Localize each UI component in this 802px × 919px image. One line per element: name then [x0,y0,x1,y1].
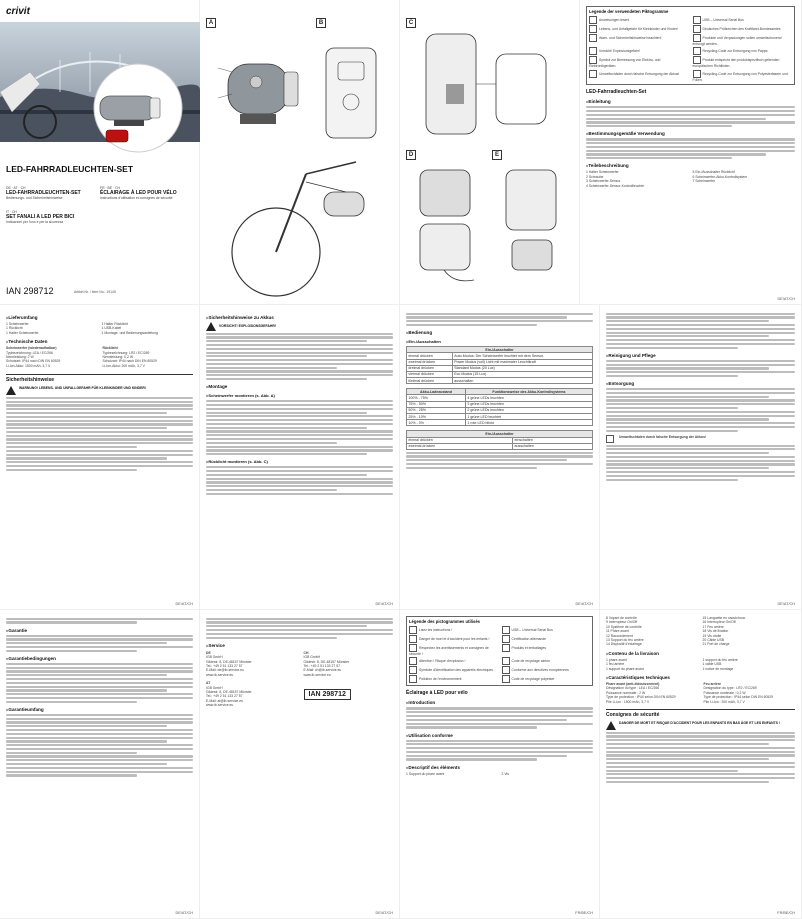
section-title-de: LED-Fahrradleuchten-Set [586,89,647,96]
page-mounting-de [200,305,400,610]
table-row: 75% - 50% 3 grüne LEDs leuchten [407,401,593,407]
text-block [606,732,795,783]
subtitle-de: Bedienungs- und Sicherheitshinweise [6,196,63,201]
weee-icon [409,666,417,674]
ce-icon [693,56,701,64]
page-tech-de [0,305,200,610]
tech-row: Nennleistung: 2 W [6,355,34,360]
polyester-icon [693,70,701,78]
cardboard-icon [502,657,510,665]
figure-d-charging [406,160,486,290]
polyester-icon [502,675,510,683]
legend-item: Lisez les instructions ! [409,626,498,634]
part-item: 20 Câble USB [702,638,724,643]
explosion-icon [409,657,417,665]
page-disposal-de [600,305,802,610]
warning-icon [589,34,597,42]
scope-item: 1 support du feu arrière [702,657,738,662]
text-block [6,663,193,703]
cardboard-icon [693,47,701,55]
heading-use-de: ■ Bestimmungsgemäße Verwendung [586,131,795,136]
table-row: 50% - 25% 2 grüne LEDs leuchten [407,407,593,413]
heading-scope-de: ■ Lieferumfang [6,315,193,320]
ce-icon [502,666,510,674]
heading-mount-rear: ■ Rücklicht montieren (s. Abb. C) [206,459,393,464]
explosion-icon [589,47,597,55]
tech-row: Schutzart: IP44 nach DIN EN 60529 [6,359,61,364]
legend-box-fr [406,616,593,686]
tech-row: Li-Ion-Akku: 200 mAh, 3,7 V [102,363,145,368]
heading-parts-fr: ■ Descriptif des éléments [406,765,593,770]
scope-item: 1 USB-Kabel [101,326,122,331]
table-head: Ein-/Ausschalter [407,347,593,353]
part-item: 21 Port de charge [702,642,730,647]
heading-safety-fr: Consignes de sécurité [606,712,660,719]
title-de: LED-FAHRRADLEUCHTEN-SET [6,190,81,197]
text-block [206,466,393,495]
part-item: 12 Raccordement [606,633,633,638]
text-block [6,397,193,471]
part-item: 17 Feu arrière [702,624,724,629]
legend-item: Warn- und Sicherheitshinweise beachten! [589,34,689,46]
heading-intro-de: ■ Einleitung [586,99,795,104]
lang-codes-it: IT · CH [6,210,17,214]
page-footer: DE/AT/CH [777,297,795,301]
tech-row: Puissance nominale : 0,2 W [703,690,746,695]
table-row: zweimal drücken Power Modus (voll) Licht mit maximaler Leuchtkraft [407,359,593,365]
child-warning-icon [589,25,597,33]
part-item: 15 Languette en caoutchouc [702,616,746,620]
explosion-warning: VORSICHT! EXPLOSIONSGEFAHR! [219,324,276,329]
legend-item: Conforme aux directives européennes [502,666,591,674]
heading-mount-front: ■ Scheinwerfer montieren (s. Abb. A) [206,393,393,398]
legend-item: Attention ! Risque d'explosion ! [409,657,498,665]
legend-item: Symbole d'identification des appareils électriques [409,666,498,674]
legend-item: Produkt entspricht den produktspezifisch geltenden europäischen Richtlinien. [692,58,780,69]
legend-item: Vorsicht! Explosionsgefahr! [589,47,689,55]
tech-row: Désignation du type : LEA / EC/266 [606,686,660,691]
tech-row: Li-Ion-Akku: 1500 mAh, 3,7 V [6,363,51,368]
service-de: DE IGB GmbH Gildestr. 8, DE-48157 Münster Tel.: +49 2 51 133 27 57 E-Mail: de@ib-service.eu www.ib-service.eu [206,650,252,677]
legend-box-de [586,6,795,85]
title-it: SET FANALI A LED PER BICI [6,214,75,221]
env-warning: Umweltschäden durch falsche Entsorgung der Akkus! [619,434,707,439]
heading-clean: ■ Reinigung und Pflege [606,353,795,358]
tech-row: Type de protection : IP44 selon DIN EN 60529 [703,695,774,700]
part-item: 18 Vis de fixation [702,629,729,634]
figure-a-bike-front [206,152,396,302]
heading-disposal: ■ Entsorgung [606,381,795,386]
danger-text: DANGER DE MORT ET RISQUE D'ACCIDENT POUR LES ENFANTS EN BAS ÂGE ET LES ENFANTS ! [619,721,780,726]
heading-mount: ■ Montage [206,384,393,389]
battery-disposal-icon [606,435,614,443]
page-warranty-de [0,610,200,919]
page-footer: DE/AT/CH [575,602,593,606]
part-item: 4 Scheinwerfer-Sensor-Kontrollleuchte [586,183,645,188]
child-warning-icon [409,635,417,643]
text-block [6,618,193,624]
legend-item: Produits et emballages [502,644,591,656]
tech-row: Désignation du type : LR2 / EC/269 [703,686,757,691]
legend-item: Deutsches Prüfzeichen des Kraftfahrt-Bundesamtes [693,25,793,33]
page-service [200,610,400,919]
table-row: einmal drücken Auto-Modus: Der Scheinwerfer leuchtet mit dem Sensor. [407,353,593,359]
part-item: 8 Voyant de contrôle [606,616,637,620]
page-footer: DE/AT/CH [777,602,795,606]
heading-warranty: ■ Garantie [6,628,193,633]
part-item: 10 Système de contrôle [606,624,642,629]
warning-triangle-icon [606,721,616,730]
figure-a-headlight [206,28,396,158]
title-fr: ÉCLAIRAGE À LED POUR VÉLO [100,190,177,197]
table-row: 25% - 10% 1 grüne LED leuchtet [407,414,593,420]
scope-item: 1 Montage- und Bedienungsanleitung [101,330,158,335]
part-item: 7 Scheinwerfer [692,179,716,184]
figure-label-a: A [206,18,216,28]
table-row: 10% - 0% 1 rote LED blinkt [407,420,593,426]
lang-codes-fr: FR · BE · CH [100,186,120,190]
part-item: 2 Vis [501,771,509,776]
heading-scope-warranty: ■ Garantieumfang [6,707,193,712]
text-block [206,333,393,381]
warning-triangle-icon [6,386,16,395]
legend-item: Code de recyclage polyester [502,675,591,683]
heading-tech-de: ■ Technische Daten [6,339,193,344]
heading-use-fr: ■ Utilisation conforme [406,733,593,738]
table-row: fünfmal drücken ausschalten [407,378,593,384]
subtitle-it: Indicazioni per l'uso e per la sicurezza [6,220,64,225]
page-cover [0,0,200,305]
text-block [586,138,795,159]
warning-icon [409,644,417,652]
weee-icon [589,56,597,64]
lang-codes-de: DE · AT · CH [6,186,26,190]
legend-item: Code de recyclage carton [502,657,591,665]
legend-item: Recycling-Code zur Entsorgung von Pappe. [693,47,793,55]
scope-item: 1 Scheinwerfer [6,322,29,326]
heading-scope-fr: ■ Contenu de la livraison [606,651,795,656]
text-block [6,635,193,652]
tech-row: Typbezeichnung: LR2 / EC/269 [102,350,150,355]
part-item: 1 Support du phare avant [406,771,445,776]
text-block [206,618,393,639]
page-footer: DE/AT/CH [175,602,193,606]
heading-conditions: ■ Garantiebedingungen [6,656,193,661]
part-item: 3 Scheinwerfer-Sensor [586,179,621,184]
legend-item: USB – Universal Serial Bus [502,626,591,634]
recycle-icon [502,644,510,652]
tech-row: Nennleistung: 0,2 W [102,355,134,360]
text-block [6,714,193,777]
page-footer: DE/AT/CH [375,602,393,606]
tech-row: Pile Li-Ion : 200 mAh, 3,7 V [703,699,745,704]
brand-logo: crivit [6,6,30,17]
legend-item: Anweisungen lesen! [589,16,689,24]
table-battery-status: Akku-Ladezustand Funktionsweise des Akku-Kontrollsystems 100% - 75% 4 grüne LEDs leuchten 75% - 50% 3 grüne LEDs leuchten 50% - 25% 2 grüne LEDs leuchten 25% - 10% 1 grüne LED leuchtet 10% - 0% 1 rote LED blinkt [406,388,593,426]
page-tech-fr [600,610,802,919]
table-switch-rear: Ein-/Ausschalter einmal drücken einschalten zweimal drücken ausschalten [406,430,593,450]
tech-row: Typbezeichnung: LEA / EC/266 [6,350,53,355]
legend-title: Legende der verwendeten Piktogramme [589,9,669,14]
table-row: dreimal drücken Standard Modus (20 Lux) [407,365,593,371]
scope-item: 1 phare avant [606,657,627,662]
service-ch: CH IGB GmbH Gildestr. 8, DE-48157 Münster Tel.: +49 2 51 133 27 57 E-Mail: ch@ib-service.eu www.ib-service.eu [303,650,350,677]
table-row: einmal drücken einschalten [407,437,593,443]
page-footer: DE/AT/CH [175,911,193,915]
part-item: 2 Schraube [586,174,604,179]
book-icon [409,626,417,634]
legend-item: Lebens- und Unfallgefahr für Kleinkinder und Kinder! [589,25,689,33]
tech-row: Puissance nominale : 2 W [606,690,646,695]
heading-tech-fr: ■ Caractéristiques techniques [606,675,795,680]
text-block [406,313,593,327]
warning-text: WARNUNG! LEBENS- UND UNFALLGEFAHR FÜR KLEINKINDER UND KINDER! [19,386,146,391]
figure-label-b: B [316,18,326,28]
book-icon [589,16,597,24]
part-item: 16 Interrupteur On/Off [702,620,736,625]
usb-icon [502,626,510,634]
service-at: AT IGB GmbH Gildestr. 8, DE-48157 Münster Tel.: +49 2 51 133 27 57 E-Mail: at@ib-service.eu www.ib-service.eu [206,681,252,708]
tech-row: Type de protection : IP44 selon DIN EN 60529 [606,695,676,700]
ian-box: IAN 298712 [304,689,351,700]
legend-item: Produkte und Verpackungen sollen umweltschonend entsorgt werden. [692,35,782,46]
text-block [406,707,593,728]
text-block [406,452,593,469]
page-figures [200,0,400,305]
heading-intro-fr: ■ Introduction [406,700,593,705]
product-title: LED-FAHRRADLEUCHTEN-SET [6,164,134,174]
text-block [606,445,795,481]
text-block [606,313,795,349]
heading-safety-de: Sicherheitshinweise [6,377,55,384]
page-footer: FR/BE/CH [777,911,795,915]
kba-icon [693,25,701,33]
tech-row: Pile Li-Ion : 1500 mAh, 3,7 V [606,699,650,704]
tech-front-title-fr: Phare avant (anti-éblouissement) [606,682,660,687]
part-item: 6 Scheinwerfer-Akku-Kontrollsystem [692,174,748,179]
page-legend-de [580,0,802,305]
scope-item: 1 feu arrière [606,662,625,667]
legend-item: Recycling-Code zur Entsorgung von Polyesterfasern und Folien. [692,71,788,82]
page-footer: DE/AT/CH [375,911,393,915]
part-item: 11 Phare avant [606,629,629,634]
page-footer: FR/BE/CH [575,911,593,915]
text-block [606,360,795,377]
heading-service: ■ Service [206,643,393,648]
scope-item: 1 support du phare avant [606,666,644,671]
text-block [606,388,795,432]
legend-title-fr: Légende des pictogrammes utilisés [409,619,480,624]
legend-item: Symbol zur Bemessung von Elektro- und Elektronikgeräten. [589,58,661,69]
text-block [206,400,393,455]
battery-icon [409,675,417,683]
article-number: Artikel-Nr. / Item No.: 19145 [74,290,116,294]
battery-icon [589,70,597,78]
scope-item: 1 Halter Scheinwerfer [6,330,39,335]
ian-number: IAN 298712 [6,286,54,296]
heading-onoff: ■ Ein-/Ausschalten [406,339,593,344]
table-switch-front [406,346,593,384]
part-item: 13 Support du feu arrière [606,638,644,643]
part-item: 14 Dispositif d'éclairage [606,642,642,647]
text-block [586,106,795,127]
scope-item: 1 notice de montage [702,666,734,671]
figure-label-e: E [492,150,502,160]
tech-row: Schutzart: IP44 nach DIN EN 60529 [102,359,157,364]
part-item: 9 Interrupteur On/Off [606,620,638,625]
legend-item: Danger de mort et d'accident pour les enfants ! [409,635,498,643]
page-legend-fr [400,610,600,919]
legend-item: Umweltschäden durch falsche Entsorgung der Akkus! [589,70,689,82]
scope-item: 1 câble USB [702,662,722,667]
figure-e-rear [492,160,572,290]
table-row: 100% - 75% 4 grüne LEDs leuchten [407,395,593,401]
part-item: 5 Ein-/Ausschalter Rücklicht [692,170,735,175]
figure-c-rearlight [406,24,576,149]
subtitle-fr: Instructions d'utilisation et consignes de sécurité [100,196,173,201]
legend-item: Certification allemande [502,635,591,643]
tech-rear-title-fr: Feu arrière [703,682,722,687]
figure-label-d: D [406,150,416,160]
table-row: viermal drücken Eco Modus (15 Lux) [407,371,593,377]
part-item: 19 Vis droite [702,633,722,638]
product-photo [78,48,198,168]
kba-icon [502,635,510,643]
tech-rear-title: Rücklicht [102,346,118,351]
page-operation-de [400,305,600,610]
recycle-icon [693,34,701,42]
scope-item: 1 Halter Rücklicht [101,322,129,326]
legend-item: Respectez les avertissements et consignes de sécurité ! [409,645,489,656]
scope-item: 1 Rücklicht [6,326,23,331]
text-block [406,740,593,761]
legend-item: USB – Universal Serial Bus [693,16,793,24]
tech-front-title: Scheinwerfer (wiederaufladbar) [6,346,57,351]
explosion-warning-icon [206,322,216,331]
figure-label-c-2: C [406,18,416,28]
legend-item: Pollution de l'environnement [409,675,498,683]
page-figures-2 [400,0,580,305]
heading-parts-de: ■ Teilebeschreibung [586,163,795,168]
table-row: zweimal drücken ausschalten [407,443,593,449]
part-item: 1 Halter Scheinwerfer [586,170,619,175]
heading-operation: ■ Bedienung [406,330,593,335]
usb-icon [693,16,701,24]
section-title-fr: Éclairage à LED pour vélo [406,690,468,697]
heading-akku: ■ Sicherheitshinweise zu Akkus [206,315,393,320]
